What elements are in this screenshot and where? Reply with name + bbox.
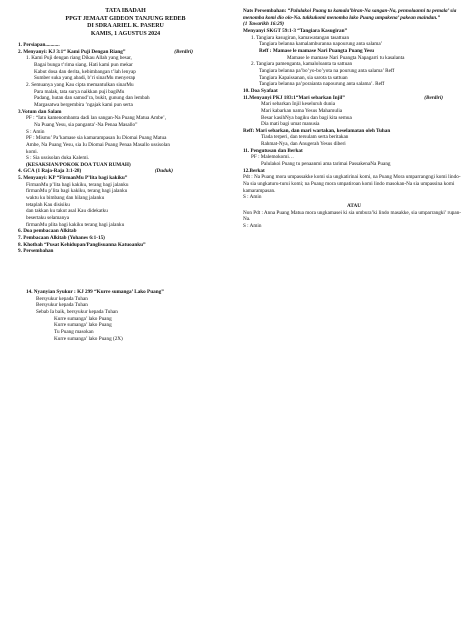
lyric-line: Mari sebarkan Injil keseluruh dunia — [261, 101, 336, 108]
header-date: KAMIS, 1 AGUSTUS 2024 — [90, 30, 161, 37]
document-header — [18, 8, 233, 38]
pkj-title: 11.Menyanyi PKJ 183:1“Mari sebarkan Injil” — [243, 94, 345, 101]
verse-line: Tangiara belanna pa’bo’yo-bo’yota na pourung anta salama’ Reff — [259, 67, 395, 74]
verse-line: Bagai bunga t’rima siang. Hati kami pun mekar — [34, 61, 133, 68]
lyric-line: firmanMu p’lita bagi kakiku, terang bagi jalanku — [26, 188, 128, 195]
item-menyanyi-skgt: Menyanyi SKGT 59:1-3 “Tangiara Kasugiran” — [243, 27, 348, 34]
lyric-line: FirmanMu p’lita bagi kakiku, terang bagi jalanku — [26, 181, 129, 188]
lyric-line: Rahmat-Nya, dan Anugerah Yesus diberi — [261, 141, 346, 148]
menyanyi-kj3-note: (Berdiri) — [174, 48, 193, 55]
verse-reff: Reff : Mamase le mamase Nari Puangta Puang Yesu — [259, 47, 375, 54]
lyric-line: Bersyukur kepada Tuhan — [36, 295, 88, 302]
berkat-pdt: Pdt : Na Puang mora umpassakke komi sia ungkatirinai komi, na Puang Mora umparrangngi komi lindo-Na sia ungkaturu-turui komi; na Puang mora umpatiroan komi lindo masokan-Na sia umpassina komi kamarampasan. — [243, 174, 461, 194]
berkat-nonpdt-s: S : Amin — [243, 223, 262, 229]
votum-s2: S : Sia ussisolan duka Kalemi. — [26, 155, 90, 162]
lyric-line: firmanMu plita bagi kakiku terang bagi jalanku — [26, 221, 125, 228]
verse-line: Tangiara belanna kamalamburanna napourung anta salama’ — [259, 41, 383, 48]
item-gca — [18, 168, 233, 175]
item-khotbah: 8. Khotbah “Pusat Kehidupan/Panglisuanna Katuoanku” — [18, 241, 146, 248]
votum-pf2: PF : Mismu’ Pa’kamase sia kamarampasan Iu Diomai Puang Matua — [26, 135, 167, 142]
skgt-verse-2 — [243, 61, 465, 88]
lyric-line: Besar kasihNya bagiku dan bagi kita semua — [261, 114, 352, 121]
item-pembacaan-alkitab: 7. Pembacaan Alkitab (Yohanes 6:1-15) — [18, 235, 105, 242]
right-column — [243, 8, 465, 230]
lyric-line: Bersyukur kepada Tuhan — [36, 302, 88, 309]
header-host: DI SDRA ARIEL K. PASERU — [87, 23, 164, 29]
votum-content — [18, 115, 233, 168]
kp-lyrics — [18, 182, 233, 229]
verse-line: 1. Tangiara kasugiran, kamawatangan tasattuan — [251, 34, 350, 41]
item-berkat: 12.Berkat — [243, 167, 265, 174]
item-persembahan: 9. Persembahan — [18, 248, 54, 255]
verse-line: 2. Semuanya yang Kau cipta memantulkan sinarMu — [26, 81, 134, 88]
votum-pf1b: Na Puang Yesu, sia panganta’-Na Penaa Masallo” — [34, 121, 138, 128]
verse-line: Margasatwa bergembira ’ngajak kami pun serta — [34, 101, 133, 108]
lyric-line: besertaku selamanya — [26, 215, 70, 222]
verse-line: Padang, hutan dan samud’ra, bukit, gunung dan lembah — [34, 95, 150, 102]
pkj-note: (Berdiri) — [424, 94, 443, 101]
item-pengutusan: 11. Pengutusan dan Berkat — [243, 147, 303, 154]
pengutusan-pf-b: Palulakoi Puang tu penaanmi ama tarimai PassakenaNa Puang — [261, 161, 391, 168]
item-doa-syafaat: 10. Doa Syafaat — [243, 87, 278, 94]
verse-line: Kabut dosa dan derita, kebimbangan t’lah lenyap — [34, 68, 136, 75]
kj3-verse-2 — [18, 82, 233, 109]
item-menyanyi-pkj — [243, 95, 465, 102]
lyric-line: tetaplah Kau disisiku — [26, 201, 70, 208]
item-votum-salam: 3.Votum dan Salam — [18, 108, 62, 115]
verse-line: Sumber suka yang abadi, b’ri sinarMu menyerap — [34, 75, 136, 82]
item-menyanyi-kj3 — [18, 49, 233, 56]
votum-pf2b: Ambe, Na Puang Yesu, sia Iu Diomai Puang Penaa Masallo ussisolan — [26, 141, 170, 148]
votum-pf1: PF : “Iatu kamenombanta dadi lan sangan-Na Puang Matua Ambe’, — [26, 115, 167, 122]
kj3-verse-1 — [18, 55, 233, 82]
verse-line: Para malak, tata surya naikkan puji bagiMu — [34, 88, 125, 95]
nats-ref: (1 Tawarikh 16:29) — [243, 21, 285, 28]
item-menyanyi-kp: 5. Menyanyi: KP “FirmanMu P’lita bagi kakiku” — [18, 175, 128, 182]
votum-pf2c: komi. — [26, 148, 38, 155]
nats-persembahan — [243, 8, 465, 21]
verse-line: Mamase le mamase Nari Puangta Napagarri tu kasalanta — [287, 54, 405, 61]
berkat-nonpdt: Non Pdt : Anna Puang Matua mora ungkamasei ki sia umbura’ki lindo masakke, sia umparrangki’ rupan-Na. — [243, 209, 462, 223]
lyric-line: Kurre sumanga’ lako Puang (2X) — [54, 335, 123, 342]
lyric-line: Sebab Ia baik, bersyukur kepada Tuhan — [36, 308, 118, 315]
berkat-s: S : Amin — [243, 194, 262, 201]
left-column — [18, 8, 233, 342]
kesaksian-title: (KESAKSIAN/POKOK DOA TUAN RUMAH) — [26, 161, 131, 168]
lyric-line: Tiada terperi, dan tersulam serta beritakan — [261, 134, 349, 141]
header-congregation: PPGT JEMAAT GIDEON TANJUNG REDEB — [65, 15, 186, 22]
verse-line: 2. Tangiara pamenganta, kamaloloanta ta sattuan — [251, 61, 353, 68]
gca-note: (Duduk) — [154, 168, 173, 175]
lyric-line: Kurre sumanga’ lako Puang — [54, 315, 112, 322]
votum-s1: S : Amin — [26, 128, 45, 135]
menyanyi-kj3-title: 2. Menyanyi: KJ 3:1“ Kami Puji Dengan Riang” — [18, 48, 126, 55]
lyric-line: Tu Puang masokan — [54, 328, 94, 335]
header-title: TATA IBADAH — [105, 8, 146, 14]
nats-text: “Palulakoi Puang tu kamala’biran-Na sangan-Na, pennolaanni tu pemala’ sia menomba komi dio olo-Na. tukkukomi menomba lako Puang umpakena’ pakean maindan.” — [243, 8, 457, 21]
verse-line: Tangiara Kapaissanan, sia sarota ta sattuan — [259, 74, 348, 81]
verse-line: 1. Kami Puji dengan riang Dikau Allah yang besar, — [26, 55, 132, 62]
pkj-reff: Reff: Mari sebarkan, dan mari wartakan, keselamatan oleh Tuhan — [243, 127, 391, 134]
item-nyanyian-syukur: 14. Nyanyian Syukur : KJ 299 “Kurre sumanga’ Lako Puang” — [26, 289, 164, 295]
verse-line: Tangiara belanna pa’poraianta napourung anta salama’. Reff — [259, 81, 385, 88]
lyric-line: waktu ku bimbang dan hilang jalanku — [26, 195, 105, 202]
pengutusan-pf: PF : Malemokomi… — [251, 154, 294, 161]
lyric-line: Kurre sumanga’ lako Puang — [54, 322, 112, 329]
item-persiapan: 1. Persiapan........... — [18, 42, 60, 48]
lyric-line: dan takkan ku takut asal Kau didekatku — [26, 208, 108, 215]
syukur-lyrics — [18, 296, 233, 343]
pkj-lyrics — [243, 101, 465, 128]
lyric-line: Mari kabarkan nama Yesus Mahamulia — [261, 107, 343, 114]
item-doa-pembacaan: 6. Doa pembacaan Alkitab — [18, 228, 77, 235]
gca-title: 4. GCA (1 Raja-Raja 3:1-28) — [18, 168, 82, 175]
pkj-reff-lyrics — [243, 134, 465, 147]
skgt-verse-1 — [243, 35, 465, 62]
lyric-line: Dia mati bagi umat manusia — [261, 121, 320, 128]
atau-label: ATAU — [347, 203, 361, 210]
nats-title: Nats Persembahan: — [243, 8, 287, 14]
